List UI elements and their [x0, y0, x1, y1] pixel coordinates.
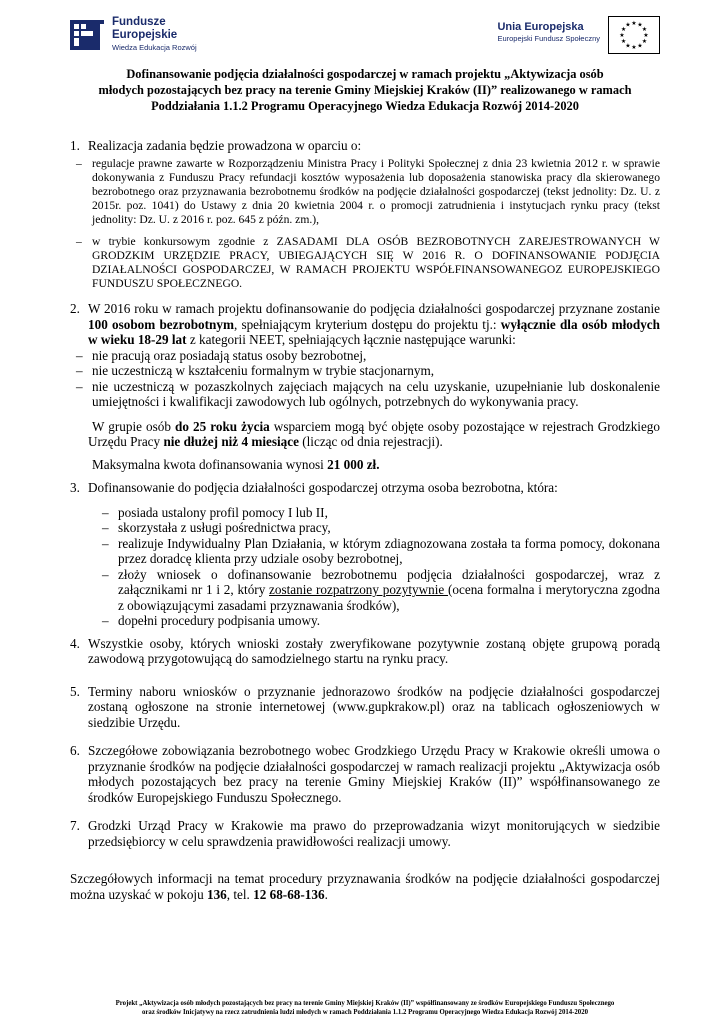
fe-logo-line2: Europejskie: [112, 29, 178, 41]
age-note-c: (licząc od dnia rejestracji).: [298, 434, 443, 450]
footer-line-1: Projekt „Aktywizacja osób młodych pozostających bez pracy na terenie Gminy Miejskiej Kraków (II)” współfinansowany ze środków Europejskiego Funduszu Społecznego: [115, 1000, 615, 1007]
phone-number: 12 68-68-136: [253, 886, 325, 902]
section-1-item-2: [70, 235, 660, 292]
section-7: [70, 818, 660, 849]
eu-flag-icon: [608, 16, 660, 54]
dash-bullet: –: [102, 520, 109, 536]
dash-bullet: –: [76, 156, 82, 170]
section-3-item-4: [96, 567, 660, 614]
age-note-bold-a: do 25 roku życia: [175, 418, 270, 434]
dash-bullet: –: [102, 613, 109, 629]
document-title: [70, 66, 660, 114]
max-amount-label: Maksymalna kwota dofinansowania wynosi: [92, 456, 328, 472]
ue-logo-line1: Unia Europejska: [497, 21, 584, 33]
section-3-item-5: [96, 613, 660, 629]
fe-logo-line1: Fundusze: [112, 16, 166, 28]
footer-line-2: oraz środków Inicjatywy na rzecz zatrudnienia ludzi młodych w ramach Poddziałania 1.1.2 Programu Operacyjnego Wiedza Edukacja Rozwój 2014-2020: [142, 1008, 588, 1016]
dash-bullet: –: [76, 347, 83, 363]
section-2-item-1: [70, 348, 660, 364]
closing-text-c: .: [324, 886, 328, 902]
eu-star-icon: ★: [641, 26, 648, 33]
section-2-item-3: [70, 379, 660, 410]
section-3-list: [96, 505, 660, 629]
section-2-age-note: [88, 419, 660, 450]
closing-text-a: Szczegółowych informacji na temat procedury przyznawania środków na podjęcie działalności gospodarczej można uzyskać w pokoju: [70, 871, 660, 902]
max-amount-value: 21 000 zł.: [327, 456, 380, 472]
age-note-a: W grupie osób: [92, 418, 175, 434]
section-3-item-4-text: [118, 567, 660, 614]
dash-bullet: –: [76, 363, 83, 379]
section-2-text-b: , spełniającym kryterium dostępu do projektu tj.:: [233, 316, 501, 332]
section-7-text: Grodzki Urząd Pracy w Krakowie ma prawo do przeprowadzania wizyt monitorujących w siedzibie przedsiębiorcy w celu sprawdzenia prawidłowości realizacji umowy.: [88, 818, 660, 849]
dash-bullet: –: [102, 566, 109, 582]
fe-logo-line3: Wiedza Edukacja Rozwój: [112, 43, 197, 52]
age-note-bold-b: nie dłużej niż 4 miesiące: [163, 434, 299, 450]
section-2-max-amount: [92, 457, 660, 473]
section-6: [70, 743, 660, 805]
title-line-1: Dofinansowanie podjęcia działalności gospodarczej w ramach projektu „Aktywizacja osób: [126, 67, 604, 81]
title-line-2: młodych pozostających bez pracy na terenie Gminy Miejskiej Kraków (II)” realizowanego w ramach: [98, 83, 632, 97]
section-3-item-3-text: realizuje Indywidualny Plan Działania, w którym zdiagnozowana została ta forma pomocy, dokonana przez doradcę klienta przy udziale osoby bezrobotnej,: [118, 535, 660, 567]
section-1-item-1-text: regulacje prawne zawarte w Rozporządzeniu Ministra Pracy i Polityki Społecznej z dnia 23 kwietnia 2012 r. w sprawie dokonywania z Funduszu Pracy refundacji kosztów wyposażenia lub doposażenia stanowiska pracy dla skierowanego bezrobotnego oraz przyznawania bezrobotnemu środków na podjęcie działalności gospodarczej (tekst jednolity: Dz. U. z 2015r. poz. 1041) do Ustawy z dnia 20 kwietnia 2004 r. o promocji zatrudnienia i instytucjach rynku pracy (tekst jednolity: Dz. U. z 2016 r. poz. 645 z późn. zm.),: [92, 156, 660, 227]
section-2-bold-b: wyłącznie dla osób młodych w wieku 18-29 lat: [88, 316, 660, 348]
section-3-item-2: [96, 520, 660, 536]
eu-star-icon: ★: [620, 38, 627, 45]
eu-star-icon: ★: [620, 26, 627, 33]
section-number: 7.: [70, 818, 80, 834]
eu-star-icon: ★: [637, 42, 643, 50]
section-2-item-2: [70, 363, 660, 379]
section-1-item-2-text: w trybie konkursowym zgodnie z ZASADAMI DLA OSÓB BEZROBOTNYCH ZAREJESTROWANYCH W GRODZKIM URZĘDZIE PRACY, UBIEGAJĄCYCH SIĘ W 2016 R. O DOFINANSOWANIE PODJĘCIA DZIAŁALNOŚCI GOSPODARCZEJ, W RAMACH PROJEKTU WSPÓŁFINANSOWANEGOZ EUROPEJSKIEGO FUNDUSZU SPOŁECZNEGO.: [92, 234, 660, 291]
item-4-underlined: zostanie rozpatrzony pozytywnie: [269, 582, 449, 598]
item-4-text-a: złoży wniosek o dofinansowanie bezrobotnemu podjęcia działalności gospodarczej, wraz z załącznikami nr 1 i 2, który: [118, 566, 660, 598]
section-2-bold-a: 100 osobom bezrobotnym: [88, 316, 234, 332]
fundusze-europejskie-logo: [70, 14, 210, 58]
closing-text-b: , tel.: [226, 886, 254, 902]
section-number: 1.: [70, 138, 80, 153]
dash-bullet: –: [76, 378, 83, 394]
section-4: [70, 636, 660, 667]
section-3-lead: Dofinansowanie do podjęcia działalności gospodarczej otrzyma osoba bezrobotna, która:: [88, 480, 558, 496]
section-3-item-2-text: skorzystała z usługi pośrednictwa pracy,: [118, 520, 331, 536]
section-number: 3.: [70, 480, 80, 496]
section-3-item-1: [96, 505, 660, 521]
section-5: [70, 684, 660, 731]
section-number: 2.: [70, 301, 80, 317]
ue-logo-line2: Europejski Fundusz Społeczny: [497, 34, 600, 43]
eu-star-icon: ★: [643, 32, 649, 39]
section-2: [70, 301, 660, 348]
dash-bullet: –: [102, 504, 109, 520]
section-1-lead: Realizacja zadania będzie prowadzona w oparciu o:: [88, 138, 362, 153]
age-note-b: wsparciem mogą być objęte osoby pozostające w rejestrach Grodzkiego Urzędu Pracy: [88, 418, 660, 450]
unia-europejska-logo: [488, 16, 660, 56]
section-1: [70, 138, 660, 154]
document-body: [70, 138, 660, 902]
section-6-text: Szczegółowe zobowiązania bezrobotnego wobec Grodzkiego Urzędu Pracy w Krakowie określi umowa o przyznanie środków na podjęcie działalności gospodarczej w ramach realizacji projektu „Aktywizacja osób młodych pozostających bez pracy na terenie Gminy Miejskiej Kraków (II)” współfinansowanego ze środków Europejskiego Funduszu Społecznego.: [88, 743, 660, 805]
eu-star-icon: ★: [625, 42, 631, 50]
dash-bullet: –: [76, 234, 82, 248]
section-number: 5.: [70, 683, 80, 699]
eu-star-icon: ★: [641, 38, 648, 45]
section-4-text: Wszystkie osoby, których wnioski zostały zweryfikowane pozytywnie zostaną objęte grupową poradą zawodową przygotowującą do samodzielnego startu na rynku pracy.: [88, 635, 660, 667]
section-5-text: Terminy naboru wniosków o przyznanie jednorazowo środków na podjęcie działalności gospodarczej zostaną ogłoszone na stronie internetowej (www.gupkrakow.pl) oraz na tablicach ogłoszeniowych w siedzibie Urzędu.: [88, 683, 660, 730]
section-1-item-1: [70, 157, 660, 228]
section-3-item-5-text: dopełni procedury podpisania umowy.: [118, 613, 321, 629]
eu-star-icon: ★: [631, 44, 637, 51]
item-4-text-b: (ocena formalna i merytoryczna zgodna z obowiązującymi zasadami przyznawania środków),: [118, 582, 660, 613]
page-footer: [70, 1000, 660, 1017]
section-3: [70, 480, 660, 496]
section-2-text-a: W 2016 roku w ramach projektu dofinansowanie do podjęcia działalności gospodarczej przyznane zostanie: [88, 301, 660, 317]
eu-star-icon: ★: [625, 21, 631, 29]
section-2-item-1-text: nie pracują oraz posiadają status osoby bezrobotnej,: [92, 347, 367, 363]
eu-star-icon: ★: [631, 20, 637, 27]
section-3-item-1-text: posiada ustalony profil pomocy I lub II,: [118, 504, 328, 520]
dash-bullet: –: [102, 535, 109, 551]
section-number: 4.: [70, 635, 80, 651]
section-2-text-c: z kategorii NEET, spełniających łącznie następujące warunki:: [186, 332, 516, 348]
section-3-item-3: [96, 536, 660, 567]
eu-star-icon: ★: [637, 21, 643, 29]
title-line-3: Poddziałania 1.1.2 Programu Operacyjnego Wiedza Edukacja Rozwój 2014-2020: [151, 99, 579, 113]
eu-star-icon: ★: [619, 32, 625, 39]
fe-flag-icon: [70, 16, 106, 54]
closing-info: [70, 871, 660, 902]
section-number: 6.: [70, 743, 80, 759]
section-2-text: [88, 301, 660, 348]
section-2-item-3-text: nie uczestniczą w pozaszkolnych zajęciach mających na celu uzyskanie, uzupełnianie lub doskonalenie umiejętności i kwalifikacji zawodowych lub ogólnych, potrzebnych do wykonywania pracy.: [92, 378, 660, 410]
section-2-item-2-text: nie uczestniczą w kształceniu formalnym w trybie stacjonarnym,: [92, 363, 435, 379]
room-number: 136: [206, 886, 227, 902]
